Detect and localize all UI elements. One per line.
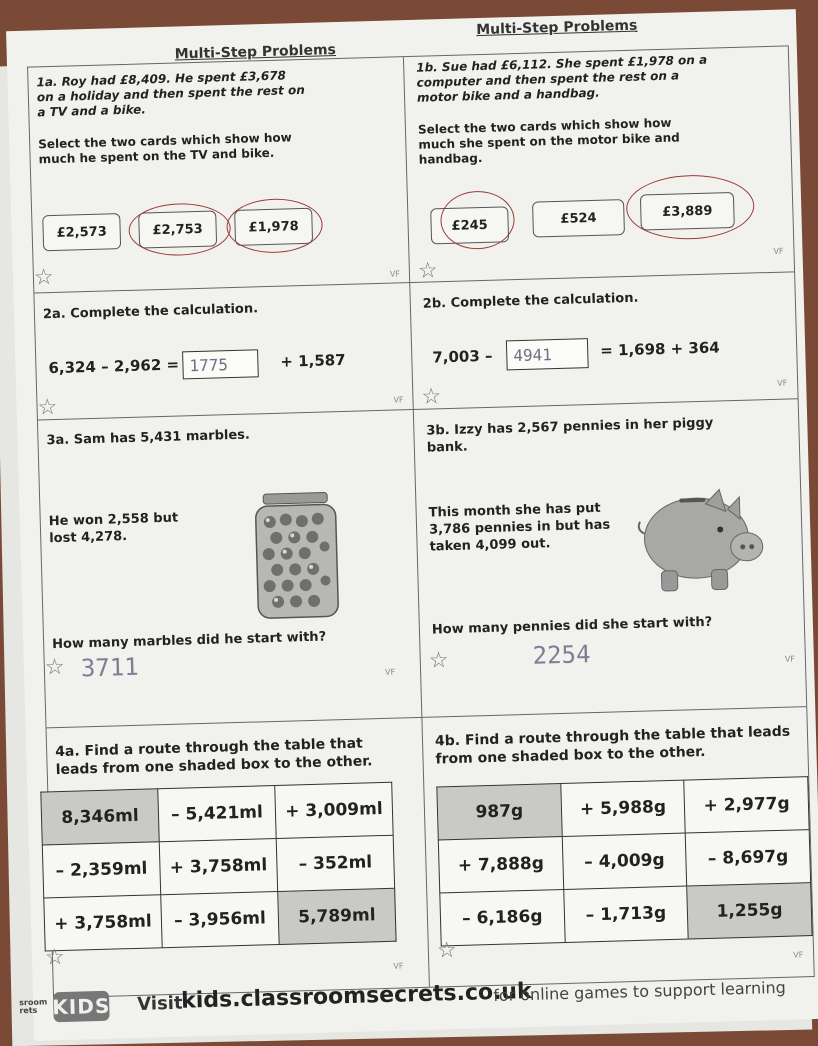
table-cell[interactable]: – 1,713g bbox=[563, 886, 688, 942]
star-icon: ☆ bbox=[428, 648, 449, 674]
table-row bbox=[42, 835, 394, 898]
q1b-prompt: Select the two cards which show how much she spent on the motor bike and handbag. bbox=[417, 115, 680, 167]
vf-mark: VF bbox=[393, 395, 404, 405]
q2b-answer-box[interactable]: 4941 bbox=[506, 338, 589, 370]
table-cell[interactable]: – 8,697g bbox=[686, 830, 811, 886]
table-cell[interactable]: – 3,956ml bbox=[161, 891, 279, 947]
table-cell[interactable]: + 5,988g bbox=[560, 780, 685, 836]
marble-jar-image bbox=[249, 490, 345, 621]
star-icon: ☆ bbox=[421, 384, 442, 410]
q4b-table bbox=[436, 776, 812, 946]
q3a-question: How many marbles did he start with? bbox=[51, 629, 327, 653]
table-cell[interactable]: + 3,758ml bbox=[159, 838, 277, 894]
vf-mark: VF bbox=[384, 667, 396, 677]
q4a-table bbox=[40, 782, 396, 952]
star-icon: ☆ bbox=[44, 944, 66, 971]
q2a-answer-box[interactable]: 1775 bbox=[182, 349, 259, 379]
table-cell[interactable]: 1,255g bbox=[687, 883, 812, 939]
q2b-right: = 1,698 + 364 bbox=[599, 338, 720, 360]
q3a-body: He won 2,558 but lost 4,278. bbox=[48, 510, 179, 547]
table-cell[interactable]: + 3,758ml bbox=[44, 895, 162, 951]
table-cell[interactable]: – 6,186g bbox=[440, 889, 565, 945]
table-cell[interactable]: + 2,977g bbox=[684, 777, 809, 833]
vf-mark: VF bbox=[393, 961, 404, 971]
vf-mark: VF bbox=[773, 246, 784, 256]
footer-logo-text: sroom rets bbox=[19, 997, 48, 1016]
q3b-handwritten-answer: 2254 bbox=[532, 640, 591, 670]
star-icon: ☆ bbox=[417, 258, 438, 284]
vf-mark: VF bbox=[793, 950, 804, 960]
star-icon: ☆ bbox=[436, 938, 457, 964]
q2a-title: 2a. Complete the calculation. bbox=[42, 301, 259, 323]
pen-circle bbox=[625, 173, 755, 241]
table-cell[interactable]: – 5,421ml bbox=[158, 786, 276, 842]
q2a-right: + 1,587 bbox=[280, 350, 346, 371]
star-icon: ☆ bbox=[44, 654, 65, 681]
q2b-left: 7,003 – bbox=[432, 346, 493, 367]
table-cell[interactable]: + 7,888g bbox=[438, 837, 563, 893]
pen-circle bbox=[226, 197, 323, 254]
q1b-card-1[interactable]: £245 bbox=[430, 206, 509, 244]
table-cell[interactable]: 8,346ml bbox=[41, 789, 159, 845]
q1b-text: 1b. Sue had £6,112. She spent £1,978 on a computer and then spent the rest on a motor bike and a handbag. bbox=[416, 52, 708, 105]
footer-site-link[interactable]: kids.classroomsecrets.co.uk bbox=[180, 978, 533, 1014]
q3b-body: This month she has put 3,786 pennies in but has taken 4,099 out. bbox=[428, 500, 611, 555]
q1a-card-2[interactable]: £2,753 bbox=[138, 210, 217, 248]
table-cell[interactable]: – 4,009g bbox=[562, 833, 687, 889]
q2a-left: 6,324 – 2,962 = bbox=[48, 355, 180, 378]
vf-mark: VF bbox=[784, 654, 796, 664]
q1a-card-1[interactable]: £2,573 bbox=[42, 213, 121, 251]
q2b-title: 2b. Complete the calculation. bbox=[422, 290, 639, 312]
q4b-title: 4b. Find a route through the table that leads from one shaded box to the other. bbox=[434, 723, 791, 768]
title-right: Multi-Step Problems bbox=[475, 17, 638, 39]
table-row bbox=[440, 883, 812, 946]
q3b-title: 3b. Izzy has 2,567 pennies in her piggy bank. bbox=[426, 415, 714, 456]
q4a-title: 4a. Find a route through the table that leads from one shaded box to the other. bbox=[54, 735, 373, 779]
kids-logo: KIDS bbox=[53, 991, 110, 1023]
table-cell[interactable]: 987g bbox=[437, 784, 562, 840]
worksheet bbox=[6, 9, 818, 1041]
table-row bbox=[44, 888, 396, 951]
q3a-title: 3a. Sam has 5,431 marbles. bbox=[46, 427, 251, 449]
star-icon: ☆ bbox=[33, 264, 55, 291]
q3a-handwritten-answer: 3711 bbox=[80, 652, 140, 683]
q1a-prompt: Select the two cards which show how much he spent on the TV and bike. bbox=[38, 130, 292, 167]
footer-tagline: for online games to support learning bbox=[492, 977, 787, 1005]
piggy-bank-image bbox=[635, 484, 768, 598]
table-cell[interactable]: 5,789ml bbox=[278, 888, 396, 944]
table-cell[interactable]: – 352ml bbox=[276, 835, 394, 891]
star-icon: ☆ bbox=[37, 394, 58, 421]
footer-visit: Visit bbox=[136, 992, 183, 1015]
table-row bbox=[41, 782, 393, 845]
q1a-card-3[interactable]: £1,978 bbox=[234, 208, 313, 246]
q3b-question: How many pennies did she start with? bbox=[431, 614, 713, 638]
table-cell[interactable]: – 2,359ml bbox=[42, 842, 160, 898]
title-left: Multi-Step Problems bbox=[174, 42, 337, 63]
q1b-card-2[interactable]: £524 bbox=[532, 199, 625, 238]
vf-mark: VF bbox=[777, 378, 788, 388]
q1a-text: 1a. Roy had £8,409. He spent £3,678 on a holiday and then spent the rest on a TV and a bike. bbox=[36, 68, 305, 120]
pen-circle bbox=[128, 202, 231, 257]
vf-mark: VF bbox=[389, 269, 401, 279]
q1b-card-3[interactable]: £3,889 bbox=[640, 192, 735, 231]
table-cell[interactable]: + 3,009ml bbox=[275, 782, 393, 838]
